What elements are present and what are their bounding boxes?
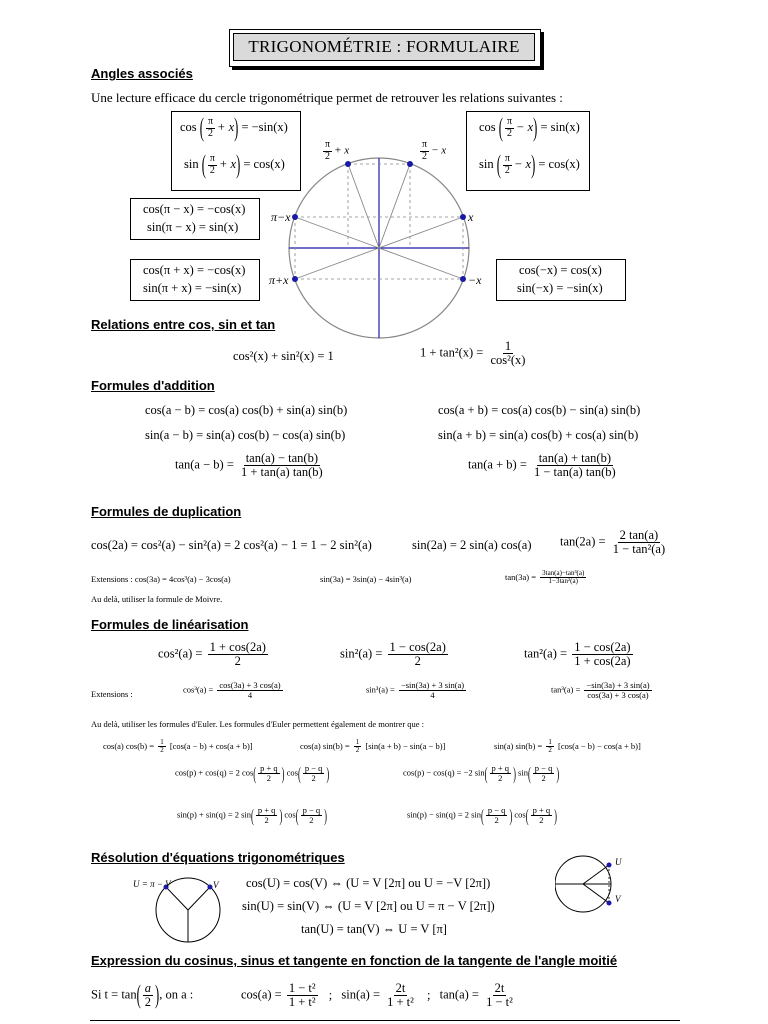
formula-line: cos(−x) = cos(x) (519, 263, 602, 277)
section-duplication: Formules de duplication (91, 504, 242, 519)
page-title: TRIGONOMÉTRIE : FORMULAIRE (233, 33, 535, 61)
label-u-right: U (615, 857, 622, 867)
moivre-note: Au delà, utiliser la formule de Moivre. (91, 594, 223, 604)
bottom-rule (90, 1020, 680, 1021)
intro-text: Une lecture efficace du cercle trigonométrique permet de retrouver les relations suivantes : (91, 90, 563, 105)
extensions-cos3a: Extensions : cos(3a) = 4cos³(a) − 3cos(a) (91, 574, 231, 584)
formula-cos-diff: cos(a − b) = cos(a) cos(b) + sin(a) sin(b) (145, 403, 348, 417)
x-term: − x (516, 119, 534, 134)
formula-line: sin(π + x) = −sin(x) (143, 281, 242, 295)
trig-circle (260, 140, 500, 350)
formula-sin-diff: sin(a − b) = sin(a) cos(b) − cos(a) sin(b) (145, 428, 346, 442)
formula-cos-sum: cos(a + b) = cos(a) cos(b) − sin(a) sin(b) (438, 403, 641, 417)
formula-tan2-lin: tan²(a) = $\frac{1 - \cos(2a)}{1 + \cos(2a)}$ (524, 640, 631, 669)
section-relations: Relations entre cos, sin et tan (91, 317, 276, 332)
box-pi2-minus-x: cos ( $\frac{\pi}{2}$ − x) = sin(x) sin ( $\frac{\pi}{2}$ − x) = cos(x) (466, 111, 590, 191)
section-linearisation: Formules de linéarisation (91, 617, 249, 632)
frac-num: π (504, 153, 510, 164)
extensions-tan3a: tan(3a) = $\frac{\text{3tan(a)−tan³(a)}}{\text{1−3tan²(a)}}$ (505, 569, 585, 586)
sin-word: sin (184, 156, 199, 171)
x-term: − x (513, 156, 532, 171)
formula-sp-minus-sq: sin(p) − sin(q) = 2 sin( $\frac{p - q}{2}$ ) cos( $\frac{p + q}{2}$ ) (407, 804, 557, 826)
formula-tan2a: tan(2a) = $\frac{2 \tan(a)}{\text{1 − tan²(a)}}$ (560, 528, 666, 557)
formula-cp-plus-cq: cos(p) + cos(q) = 2 cos( $\frac{p + q}{2}$ ) cos( $\frac{p - q}{2}$ ) (175, 762, 330, 784)
frac-num: π (506, 116, 513, 127)
label-v-left: V (213, 880, 219, 890)
frac-num: π (207, 116, 214, 127)
section-angles: Angles associés (91, 66, 193, 81)
label-pi-minus-x: π−x (271, 210, 291, 224)
formula-sp-plus-sq: sin(p) + sin(q) = 2 sin( $\frac{p + q}{2}$ ) cos( $\frac{p - q}{2}$ ) (177, 804, 327, 826)
formula-tan-sum: tan(a + b) = $\frac{\tan(a) + \tan(b)}{1 - \tan(a) \tan(b)}$ (468, 451, 616, 480)
label-pi-plus-x: π+x (269, 273, 289, 287)
label-u-left: U = π − V (133, 879, 171, 889)
box-pi2-plus-x: cos ( $\frac{\pi}{2}$ + x) = −sin(x) sin ( $\frac{\pi}{2}$ + x) = cos(x) (171, 111, 301, 191)
formula-tan-diff: tan(a − b) = $\frac{\tan(a) - \tan(b)}{1 + \tan(a) \tan(b)}$ (175, 451, 323, 480)
label-v-right: V (615, 894, 621, 904)
formula-sin3-lin: sin³(a) = $\frac{-\sin(3a) + 3 \sin(a)}{4}$ (366, 680, 465, 700)
ext-label: Extensions : (91, 689, 133, 699)
frac-den: 2 (504, 164, 510, 176)
label-minus-x: −x (468, 273, 482, 287)
box-pi-minus-x (130, 198, 260, 240)
section-addition: Formules d'addition (91, 378, 215, 393)
frac-den: 2 (209, 164, 215, 176)
formula-cp-minus-cq: cos(p) − cos(q) = −2 sin( $\frac{p + q}{2}$ ) sin( $\frac{p - q}{2}$ ) (403, 762, 560, 784)
formula-tan-eq: tan(U) = tan(V) ⇔ U = V [π] (301, 922, 447, 936)
formula-line: cos(π + x) = −cos(x) (143, 263, 246, 277)
label-x: x (468, 210, 474, 224)
formula-cos2a: cos(2a) = cos²(a) − sin²(a) = 2 cos²(a) − 1 = 1 − 2 sin²(a) (91, 538, 372, 552)
rhs: = cos(x) (243, 156, 285, 171)
formula-sin-sin: sin(a) sin(b) = $\frac{1}{2}$ [cos(a − b) − cos(a + b)] (494, 738, 641, 755)
formula-line: sin(−x) = −sin(x) (517, 281, 603, 295)
frac-num: π (209, 153, 215, 164)
label-pi2-minus-x: $\frac{\pi}{2}$ − x (422, 139, 447, 162)
formula-cos-eq: cos(U) = cos(V) ⇔ (U = V [2π] ou U = −V [2π]) (246, 876, 491, 890)
extensions-sin3a: sin(3a) = 3sin(a) − 4sin³(a) (320, 574, 412, 584)
formula-pythagore: cos²(x) + sin²(x) = 1 (233, 349, 334, 363)
box-minus-x (496, 259, 626, 301)
formula-tangent-half: Si t = tan( $\frac{a}{2}$ ), on a : (91, 979, 194, 1010)
x-term: + x (218, 156, 237, 171)
rhs: = sin(x) (540, 119, 580, 134)
formula-cos-cos: cos(a) cos(b) = $\frac{1}{2}$ [cos(a − b) + cos(a + b)] (103, 738, 253, 755)
box-pi-plus-x (130, 259, 260, 301)
formula-sin-sum: sin(a + b) = sin(a) cos(b) + cos(a) sin(b) (438, 428, 639, 442)
rhs: = cos(x) (538, 156, 580, 171)
formula-sin-eq: sin(U) = sin(V) ⇔ (U = V [2π] ou U = π − V [2π]) (242, 899, 495, 913)
cos-word: cos (180, 119, 197, 134)
formula-sin2a: sin(2a) = 2 sin(a) cos(a) (412, 538, 532, 552)
euler-note: Au delà, utiliser les formules d'Euler. Les formules d'Euler permettent également de montrer que : (91, 719, 425, 729)
rhs: = −sin(x) (241, 119, 288, 134)
frac-den: 2 (208, 127, 213, 139)
sin-word: sin (479, 156, 494, 171)
label-pi2-plus-x: $\frac{\pi}{2}$ + x (325, 139, 350, 162)
formula-tan3-lin: tan³(a) = $\frac{-\sin(3a) + 3 \sin(a)}{\cos(3a) + 3 \cos(a)}$ (551, 680, 650, 700)
x-term: + x (217, 119, 235, 134)
cos-word: cos (479, 119, 496, 134)
formula-cos-t: cos(a) = $\frac{\text{1 − t²}}{\text{1 + t²}}$ ; sin(a) = $\frac{2t}{\text{1 + t²}}$ ; tan(a) = $\frac{2t}{\text{1 − t²}}$ (241, 981, 513, 1010)
frac-den: 2 (507, 127, 512, 139)
formula-sin2-lin: sin²(a) = $\frac{1 - \cos(2a)}{2}$ (340, 640, 446, 669)
formula-line: sin(π − x) = sin(x) (147, 220, 239, 234)
formula-line: cos(π − x) = −cos(x) (143, 202, 246, 216)
formula-cos2-lin: cos²(a) = $\frac{1 + \cos(2a)}{2}$ (158, 640, 266, 669)
section-resolution: Résolution d'équations trigonométriques (91, 850, 345, 865)
formula-tan-square: 1 + tan²(x) = $\frac{1}{\text{cos²(x)}}$ (420, 339, 526, 368)
formula-cos-sin: cos(a) sin(b) = $\frac{1}{2}$ [sin(a + b) − sin(a − b)] (300, 738, 446, 755)
section-expression: Expression du cosinus, sinus et tangente en fonction de la tangente de l'angle moitié (91, 953, 618, 968)
formula-cos3-lin: cos³(a) = $\frac{\cos(3a) + 3 \cos(a)}{4}$ (183, 680, 281, 700)
